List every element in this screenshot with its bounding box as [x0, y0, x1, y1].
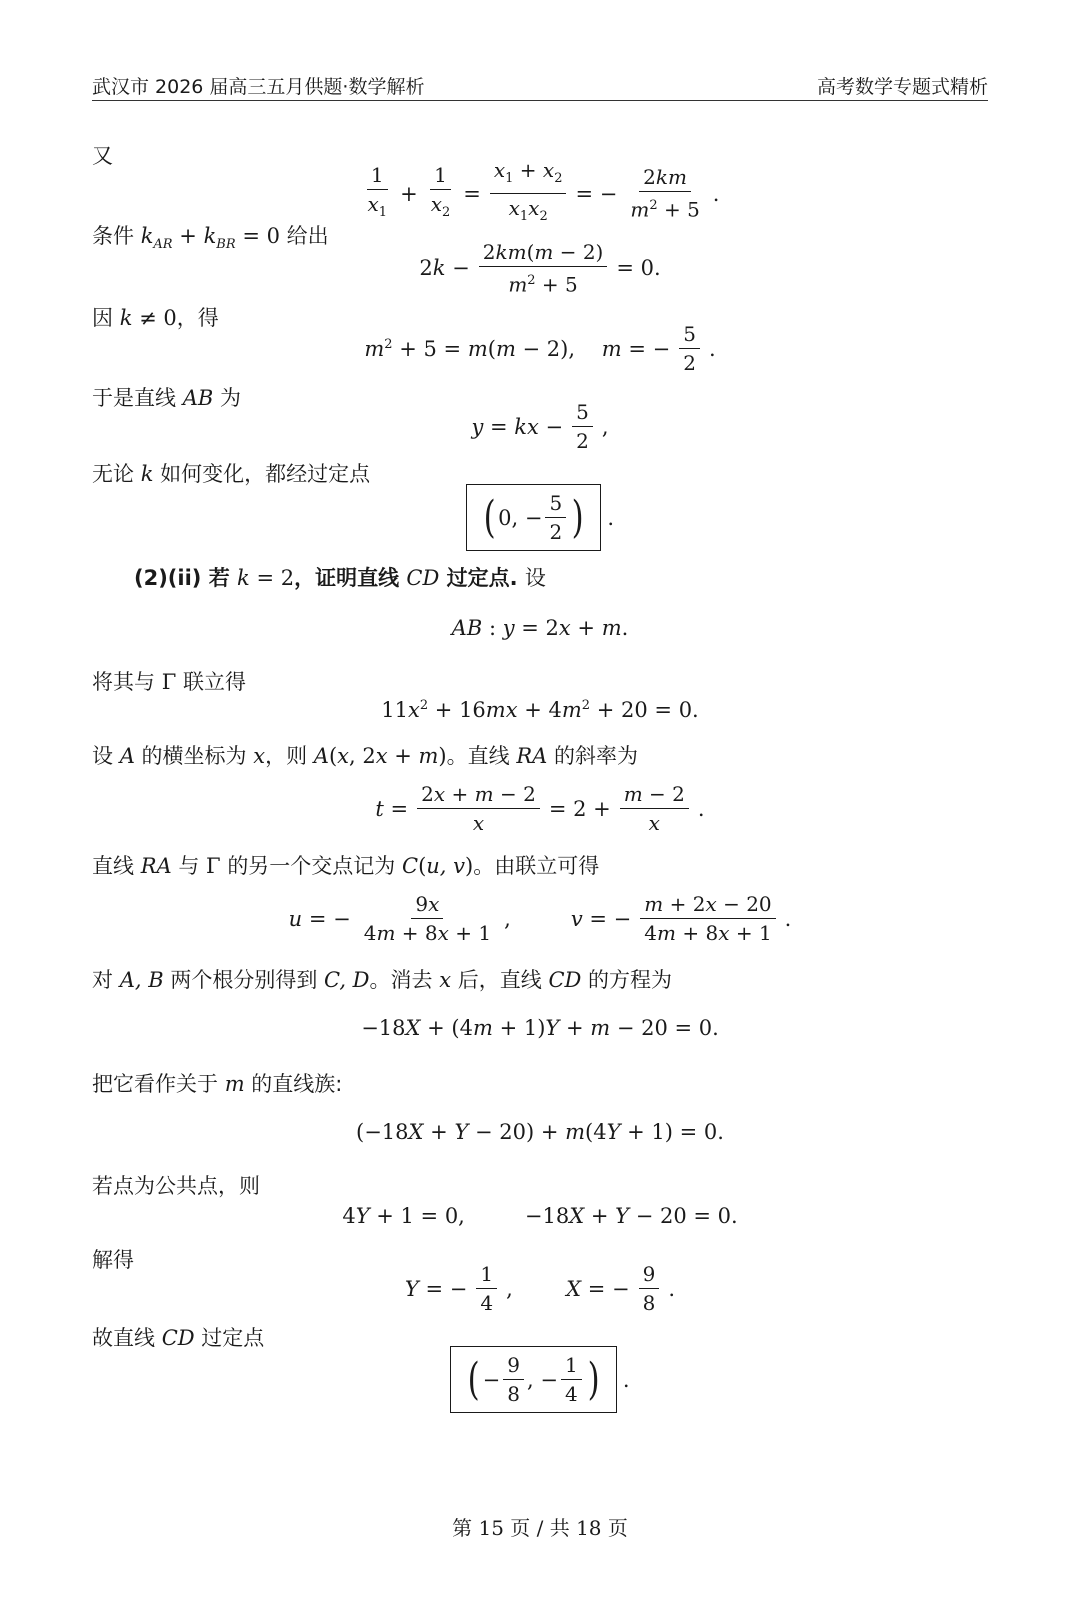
equation-m-value: $m^2 + 5 = m(m - 2)$, m = − $\frac{5}{2}$ .: [364, 322, 716, 375]
text-you: 又: [92, 144, 113, 168]
text-combine: 将其与 Γ 联立得: [92, 670, 246, 694]
equation-ab-k2: AB : y = 2x + m.: [451, 616, 629, 640]
equation-line-family: (−18X + Y − 20) + m(4Y + 1) = 0.: [356, 1120, 724, 1144]
text-ra-intersection: 直线 RA 与 Γ 的另一个交点记为 C(u, v)。由联立可得: [92, 854, 600, 878]
equation-cd-line: −18X + (4m + 1)Y + m − 20 = 0.: [361, 1016, 719, 1040]
page-number: 第 15 页 / 共 18 页: [452, 1516, 628, 1540]
equation-system: 4Y + 1 = 0, −18X + Y − 20 = 0.: [342, 1204, 738, 1228]
text-set-a: 设 A 的横坐标为 x，则 A(x, 2x + m)。直线 RA 的斜率为: [92, 744, 638, 768]
equation-ab-line: y = kx − $\frac{5}{2}$ ,: [471, 400, 609, 453]
answer-fixed-point-ab: ( 0, − $\frac{5}{2}$ ) .: [0, 484, 1080, 551]
text-since: 因 k ≠ 0，得: [92, 306, 219, 330]
text-solve: 解得: [92, 1248, 134, 1272]
text-line-family: 把它看作关于 m 的直线族:: [92, 1072, 343, 1096]
header-series: 高考数学专题式精析: [816, 76, 988, 98]
text-common-point: 若点为公共点，则: [92, 1174, 260, 1198]
equation-solution: Y = − $\frac{1}{4}$ , X = − $\frac{9}{8}$ .: [404, 1262, 676, 1315]
text-ab-roots: 对 A, B 两个根分别得到 C, D。消去 x 后，直线 CD 的方程为: [92, 968, 673, 992]
equation-reciprocal-sum: $\frac{1}{x_1}$ + $\frac{1}{x_2}$ = $\frac{x_1 + x_2}{x_1x_2}$ = − $\frac{2km}{m^2 + 5}$ .: [367, 158, 720, 224]
text-ab-line: 于是直线 AB 为: [92, 386, 241, 410]
text-regardless: 无论 k 如何变化，都经过定点: [92, 462, 371, 486]
equation-slope-t: t = $\frac{2x + m - 2}{x}$ = 2 + $\frac{m - 2}{x}$ .: [375, 782, 705, 835]
part-heading: (2)(ii) 若 k = 2，证明直线 CD 过定点. 设: [134, 566, 546, 590]
equation-quadratic: $11x^2 + 16mx + 4m^2 + 20 = 0$.: [381, 698, 699, 722]
equation-u-v: u = − $\frac{9x}{4m + 8x + 1}$ , v = − $\frac{m + 2x - 20}{4m + 8x + 1}$ .: [288, 892, 792, 945]
page-header: [92, 70, 988, 101]
header-title: 武汉市 2026 届高三五月供题·数学解析: [92, 76, 425, 98]
text-condition: 条件 $k_{AR} + k_{BR} = 0$ 给出: [92, 224, 329, 253]
equation-slope-condition: 2k − $\frac{2km(m - 2)}{m^2 + 5}$ = 0.: [419, 240, 661, 297]
text-cd-fixed: 故直线 CD 过定点: [92, 1326, 265, 1350]
answer-fixed-point-cd: ( − $\frac{9}{8}$ , − $\frac{1}{4}$ ) .: [0, 1346, 1080, 1413]
